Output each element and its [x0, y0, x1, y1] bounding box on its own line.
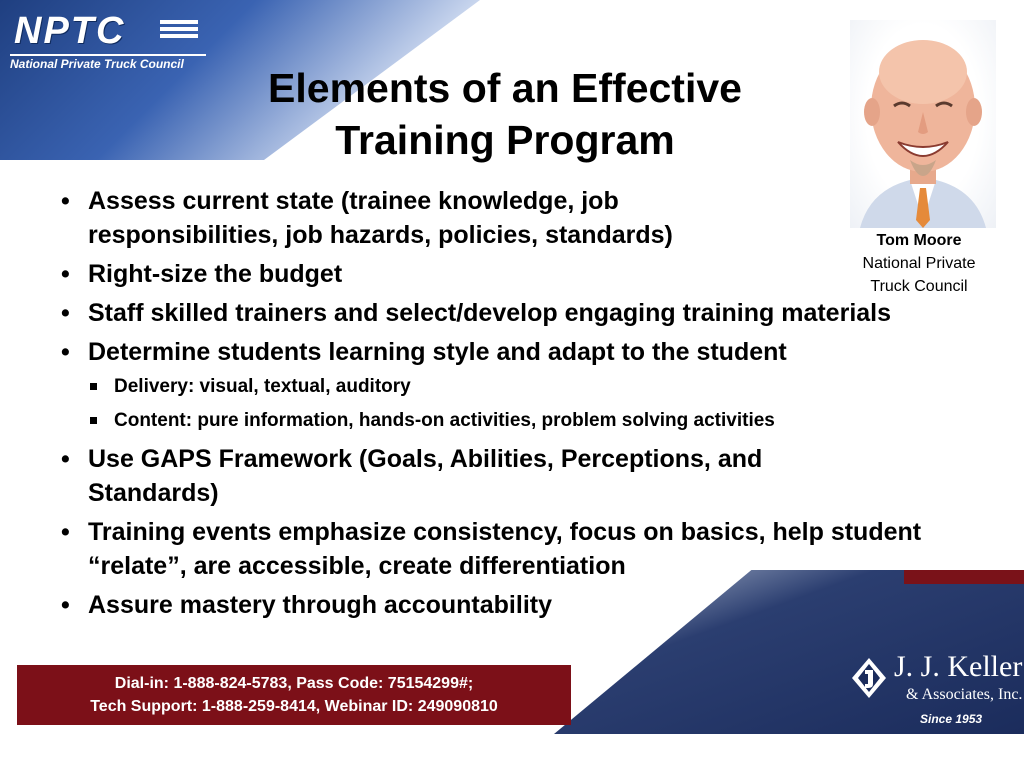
bullet-dot-icon: •: [61, 518, 70, 546]
slide-title-line1: Elements of an Effective: [268, 65, 742, 111]
square-bullet-icon: [90, 383, 97, 390]
keller-since: Since 1953: [920, 712, 983, 726]
bullet-text: Right-size the budget: [88, 260, 343, 288]
dial-in-box: [17, 665, 571, 725]
bullet-dot-icon: •: [61, 591, 70, 619]
slide-title-line2: Training Program: [335, 117, 675, 163]
sub-bullet-item: [58, 374, 938, 399]
bullet-text: Assess current state (trainee knowledge, job responsibilities, job hazards, policies, standards): [88, 187, 673, 249]
nptc-logo: [10, 10, 198, 71]
bullet-dot-icon: •: [61, 299, 70, 327]
speaker-org-line1: National Private: [862, 255, 976, 272]
bullet-list: [58, 184, 938, 627]
slide-title: [180, 62, 830, 166]
square-bullet-icon: [90, 417, 97, 424]
bullet-text: Staff skilled trainers and select/develop engaging training materials: [88, 299, 892, 327]
bullet-dot-icon: •: [61, 260, 70, 288]
bullet-item: [58, 257, 938, 291]
bullet-text: Determine students learning style and adapt to the student: [88, 338, 787, 366]
keller-accent-strip: [904, 570, 1024, 584]
bullet-dot-icon: •: [61, 338, 70, 366]
keller-assoc: & Associates, Inc.: [906, 686, 1023, 703]
sub-bullet-text: Delivery: visual, textual, auditory: [114, 376, 411, 397]
tech-support-text: Tech Support: 1-888-259-8414, Webinar ID: 249090810: [90, 698, 498, 715]
sub-bullet-item: [58, 408, 938, 433]
bullet-item: [58, 442, 898, 510]
keller-diamond-icon: [852, 658, 886, 698]
speaker-org-line2: Truck Council: [870, 278, 968, 295]
nptc-logo-letters: NPTC: [14, 10, 126, 52]
sub-bullet-text: Content: pure information, hands-on activities, problem solving activities: [114, 410, 775, 431]
dial-in-text: Dial-in: 1-888-824-5783, Pass Code: 75154299#;: [114, 675, 474, 692]
bullet-item: [58, 184, 778, 252]
nptc-logo-stripes: [160, 20, 198, 44]
bullet-text: Training events emphasize consistency, focus on basics, help student “relate”, are accessible, create differentiation: [88, 518, 922, 580]
bullet-dot-icon: •: [61, 445, 70, 473]
bullet-item: [58, 296, 908, 330]
keller-name: J. J. Keller: [894, 650, 1023, 683]
bullet-text: Assure mastery through accountability: [88, 591, 553, 619]
keller-logo: [850, 650, 1024, 734]
speaker-name: Tom Moore: [876, 232, 962, 249]
bullet-item: [58, 335, 938, 369]
nptc-logo-subtitle: National Private Truck Council: [10, 54, 206, 71]
bullet-text: Use GAPS Framework (Goals, Abilities, Perceptions, and Standards): [88, 445, 763, 507]
bullet-dot-icon: •: [61, 187, 70, 215]
